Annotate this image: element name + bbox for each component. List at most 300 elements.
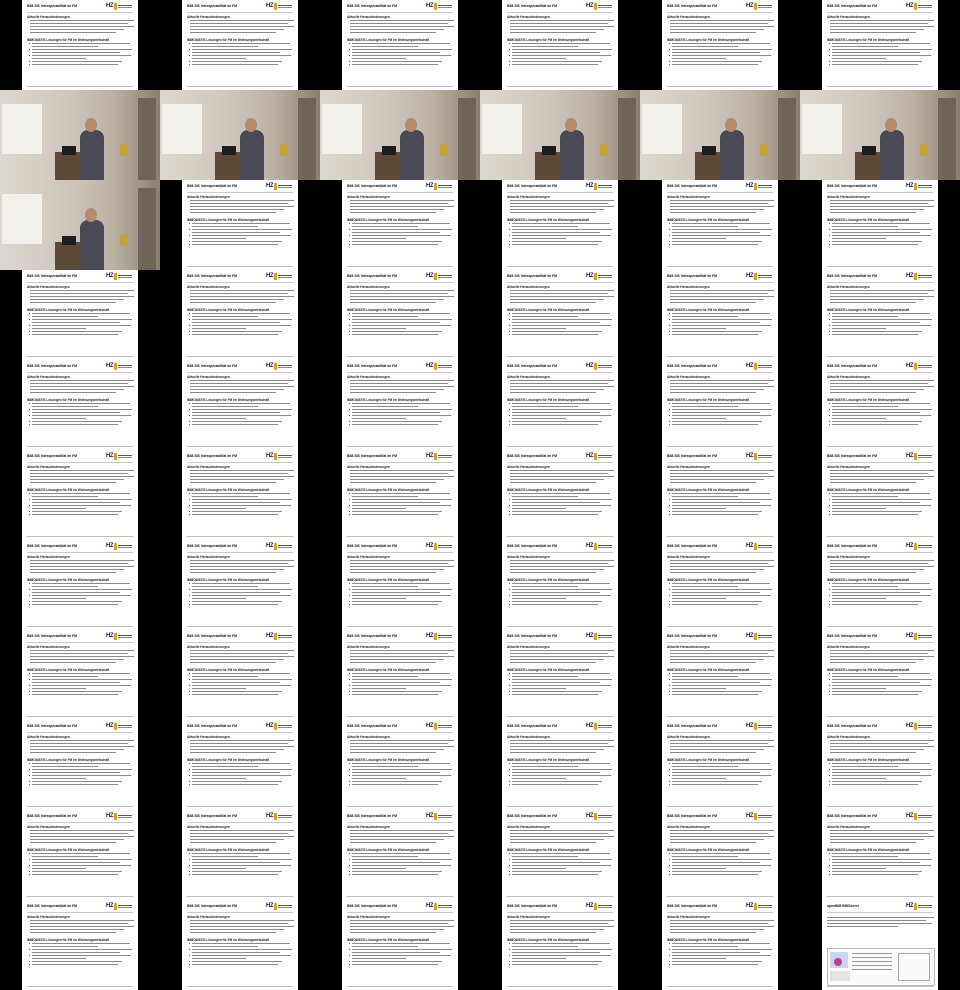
heading-solutions: IMMOWATIS Lösungen für FM im Wohnungswirtschaft [187,668,270,672]
bullet-icon [669,499,670,500]
text-line [30,836,134,837]
slide-page [822,630,938,720]
bullet-icon [669,853,670,854]
text-line [192,418,246,419]
slide-thumbnail[interactable] [480,810,640,900]
figure-box [898,953,930,981]
slide-footer [667,266,773,267]
text-line [512,334,598,335]
text-line [190,479,284,480]
slide-thumbnail[interactable] [160,360,320,450]
letterbox-left [800,450,822,540]
heading-challenges: Aktuelle Herausforderungen [507,825,550,829]
slide-thumbnail[interactable] [640,360,800,450]
text-line [672,55,771,56]
text-line [192,421,282,422]
slide-thumbnail[interactable] [480,900,640,990]
slide-thumbnail[interactable] [640,180,800,270]
title-divider [507,912,613,913]
logo-text: HZ [266,903,274,909]
text-line [672,778,726,779]
slide-page [662,900,778,990]
text-line [192,505,291,506]
slide-title: BIM-SIS Interoperabilität im FM [27,454,78,458]
bullet-icon [509,601,510,602]
text-line [510,473,608,474]
text-line [190,296,294,297]
bullet-icon [189,853,190,854]
text-line [827,923,932,924]
logo-text: HZ [266,633,274,639]
text-line [352,229,452,230]
letterbox-left [640,900,662,990]
title-divider [347,192,453,193]
slide-page [822,900,938,990]
text-line [350,386,454,387]
text-line [352,493,450,494]
logo-accent [274,543,277,550]
text-line [672,415,771,416]
slide-thumbnail[interactable] [480,540,640,630]
slide-thumbnail[interactable] [800,540,960,630]
slide-thumbnail[interactable] [480,630,640,720]
heading-challenges: Aktuelle Herausforderungen [827,645,870,649]
bullet-icon [669,223,670,224]
door [138,98,156,180]
title-divider [667,282,773,283]
slide-thumbnail[interactable] [800,630,960,720]
slide-thumbnail[interactable] [0,630,160,720]
logo-text: HZ [586,183,594,189]
letterbox-left [160,0,182,90]
bullet-icon [29,313,30,314]
text-line [670,653,768,654]
bullet-icon [189,334,190,335]
logo-accent [434,273,437,280]
slide-thumbnail[interactable] [320,810,480,900]
logo-accent [274,3,277,10]
slide-thumbnail[interactable] [480,450,640,540]
text-line [832,328,886,329]
video-frame-thumbnail[interactable] [480,90,640,180]
logo-tagline [278,455,292,456]
logo-text: HZ [426,453,434,459]
title-divider [27,372,133,373]
text-line [350,560,454,561]
text-line [190,923,288,924]
bullet-icon [349,64,350,65]
text-line [832,856,898,857]
bullet-icon [189,784,190,785]
text-line [830,212,916,213]
text-line [670,932,756,933]
logo-text: HZ [906,363,914,369]
bullet-icon [349,514,350,515]
bullet-icon [189,421,190,422]
hz-logo-icon [266,273,292,280]
text-line [670,479,764,480]
slide-thumbnail[interactable] [480,720,640,810]
slide-thumbnail[interactable] [800,270,960,360]
bullet-icon [29,499,30,500]
text-line [350,476,454,477]
text-line [670,296,774,297]
video-frame-thumbnail[interactable] [800,90,960,180]
text-line [190,746,294,747]
logo-text: HZ [586,633,594,639]
slide-page [822,450,938,540]
letterbox-left [480,360,502,450]
text-line [192,508,246,509]
hz-logo-icon [426,543,452,550]
slide-title: BIM-SIS Interoperabilität im FM [667,184,718,188]
text-line [32,421,122,422]
title-divider [507,552,613,553]
text-line [512,496,578,497]
text-line [510,293,608,294]
letterbox-right [778,630,800,720]
slide-title: BIM-SIS Interoperabilität im FM [827,364,878,368]
slide-title: BIM-SIS Interoperabilität im FM [827,274,878,278]
logo-tagline [918,5,932,6]
slide-thumbnail[interactable] [800,810,960,900]
slide-thumbnail[interactable] [800,180,960,270]
slide-thumbnail[interactable] [320,180,480,270]
text-line [32,322,120,323]
text-line [350,566,454,567]
slide-thumbnail[interactable] [0,540,160,630]
logo-tagline [278,545,292,546]
logo-text: HZ [906,183,914,189]
letterbox-left [160,720,182,810]
slide-thumbnail[interactable] [320,630,480,720]
letterbox-right [938,720,960,810]
slide-thumbnail[interactable] [640,540,800,630]
heading-challenges: Aktuelle Herausforderungen [347,555,390,559]
slide-title: BIM-SIS Interoperabilität im FM [667,814,718,818]
slide-thumbnail[interactable] [0,360,160,450]
text-line [672,226,738,227]
slide-thumbnail[interactable] [640,720,800,810]
bullet-icon [509,514,510,515]
slide-page [342,450,458,540]
slide-thumbnail[interactable] [0,270,160,360]
logo-tagline [278,5,292,6]
text-line [512,676,578,677]
heading-solutions: IMMOWATIS Lösungen für FM im Wohnungswirtschaft [187,848,270,852]
slide-thumbnail[interactable] [320,0,480,90]
title-divider [187,732,293,733]
slide-page [822,810,938,900]
slide-thumbnail[interactable] [320,540,480,630]
logo-text: HZ [746,723,754,729]
letterbox-left [480,450,502,540]
slide-thumbnail[interactable] [480,180,640,270]
bullet-icon [509,421,510,422]
slide-thumbnail[interactable] [0,720,160,810]
slide-thumbnail[interactable] [800,0,960,90]
bullet-icon [509,679,510,680]
text-line [192,958,246,959]
bullet-icon [509,49,510,50]
slide-thumbnail[interactable] [800,450,960,540]
text-line [352,595,451,596]
hz-logo-icon [266,633,292,640]
text-line [512,598,566,599]
text-line [352,64,438,65]
letterbox-left [0,450,22,540]
logo-tagline [118,545,132,546]
slide-thumbnail[interactable] [0,450,160,540]
text-line [670,476,774,477]
text-line [32,964,118,965]
title-divider [827,462,933,463]
text-line [352,49,452,50]
hz-logo-icon [106,453,132,460]
text-line [192,694,278,695]
slide-thumbnail[interactable] [640,450,800,540]
text-line [510,206,614,207]
laptop-icon [62,146,76,155]
slide-thumbnail[interactable] [640,0,800,90]
text-line [832,775,931,776]
slide-thumbnail[interactable] [640,630,800,720]
text-line [32,853,130,854]
bullet-icon [349,313,350,314]
text-line [672,502,760,503]
slide-page [342,0,458,90]
bullet-icon [29,55,30,56]
bullet-icon [189,244,190,245]
text-line [672,784,758,785]
slide-footer [667,626,773,627]
bullet-icon [29,769,30,770]
slide-thumbnail[interactable] [160,270,320,360]
hz-logo-icon [906,723,932,730]
logo-accent [754,543,757,550]
slide-footer [827,986,933,987]
text-line [192,859,292,860]
slide-thumbnail[interactable] [640,810,800,900]
letterbox-right [618,720,640,810]
slide-footer [27,356,133,357]
logo-tagline [758,905,772,906]
slide-title: BIM-SIS Interoperabilität im FM [187,364,238,368]
text-line [832,589,932,590]
logo-accent [914,813,917,820]
slide-thumbnail[interactable] [320,450,480,540]
logo-tagline [598,365,612,366]
letterbox-right [298,810,320,900]
heading-challenges: Aktuelle Herausforderungen [827,825,870,829]
hz-logo-icon [586,543,612,550]
bullet-icon [29,964,30,965]
bullet-icon [509,229,510,230]
slide-thumbnail[interactable] [160,630,320,720]
slide-thumbnail[interactable] [160,0,320,90]
heading-challenges: Aktuelle Herausforderungen [667,915,710,919]
video-frame-thumbnail[interactable] [320,90,480,180]
title-divider [667,552,773,553]
text-line [192,46,258,47]
slide-thumbnail[interactable] [0,0,160,90]
heading-solutions: IMMOWATIS Lösungen für FM im Wohnungswirtschaft [347,488,430,492]
slide-thumbnail[interactable] [320,900,480,990]
slide-thumbnail[interactable] [480,0,640,90]
heading-solutions: IMMOWATIS Lösungen für FM im Wohnungswirtschaft [507,668,590,672]
title-divider [507,372,613,373]
text-line [32,589,132,590]
text-line [832,58,886,59]
logo-tagline [918,275,932,276]
final-slide-thumbnail[interactable] [800,900,960,990]
slide-title: BIM-SIS Interoperabilität im FM [347,4,398,8]
logo-accent [114,273,117,280]
jug [120,144,128,156]
bullet-icon [509,865,510,866]
logo-accent [754,183,757,190]
hz-logo-icon [426,363,452,370]
heading-solutions: IMMOWATIS Lösungen für FM im Wohnungswirtschaft [827,668,910,672]
slide-thumbnail[interactable] [160,540,320,630]
heading-challenges: Aktuelle Herausforderungen [347,15,390,19]
slide-thumbnail[interactable] [160,450,320,540]
bullet-icon [349,691,350,692]
text-line [32,865,131,866]
slide-page [662,0,778,90]
logo-tagline [438,635,452,636]
slide-footer [27,86,133,87]
slide-thumbnail[interactable] [480,270,640,360]
bullet-icon [829,685,830,686]
laptop-icon [702,146,716,155]
text-line [350,920,454,921]
hz-logo-icon [426,273,452,280]
slide-page [662,810,778,900]
logo-accent [754,633,757,640]
letterbox-right [938,900,960,990]
slide-thumbnail[interactable] [0,810,160,900]
letterbox-left [640,0,662,90]
slide-thumbnail[interactable] [640,270,800,360]
heading-solutions: IMMOWATIS Lösungen für FM im Wohnungswirtschaft [27,308,110,312]
bullet-icon [349,874,350,875]
title-divider [27,732,133,733]
title-divider [347,462,453,463]
slide-page [22,360,138,450]
text-line [510,842,596,843]
slide-thumbnail[interactable] [160,900,320,990]
window [322,104,362,154]
letterbox-left [800,0,822,90]
video-frame-thumbnail[interactable] [640,90,800,180]
bullet-icon [189,679,190,680]
text-line [832,316,898,317]
text-line [672,781,762,782]
window [642,104,682,154]
logo-accent [114,3,117,10]
text-line [352,52,440,53]
slide-thumbnail[interactable] [160,810,320,900]
video-frame-thumbnail[interactable] [0,90,160,180]
slide-page [502,0,618,90]
text-line [832,319,932,320]
video-frame-thumbnail[interactable] [160,90,320,180]
text-line [350,923,448,924]
slide-thumbnail[interactable] [320,360,480,450]
bullet-icon [509,589,510,590]
logo-accent [434,903,437,910]
letterbox-left [160,630,182,720]
text-line [192,226,258,227]
text-line [672,46,738,47]
text-line [830,32,916,33]
text-line [352,328,406,329]
slide-footer [507,716,613,717]
text-line [512,784,598,785]
slide-thumbnail[interactable] [640,900,800,990]
slide-footer [667,716,773,717]
slide-title: BIM-SIS Interoperabilität im FM [27,4,78,8]
text-line [830,200,934,201]
text-line [512,778,566,779]
text-line [832,763,930,764]
text-line [192,952,280,953]
slide-thumbnail[interactable] [320,720,480,810]
heading-challenges: Aktuelle Herausforderungen [347,825,390,829]
text-line [510,569,604,570]
title-divider [187,552,293,553]
bullet-icon [189,781,190,782]
text-line [352,772,440,773]
bullet-icon [189,763,190,764]
slide-thumbnail[interactable] [800,720,960,810]
bullet-icon [29,679,30,680]
slide-thumbnail[interactable] [160,180,320,270]
text-line [192,55,291,56]
slide-thumbnail[interactable] [160,720,320,810]
text-line [192,502,280,503]
bullet-icon [669,403,670,404]
video-frame-thumbnail[interactable] [0,180,160,270]
text-line [672,874,758,875]
slide-title: BIM-SIS Interoperabilität im FM [667,634,718,638]
slide-thumbnail[interactable] [800,360,960,450]
logo-text: HZ [586,453,594,459]
bullet-icon [29,781,30,782]
heading-solutions: IMMOWATIS Lösungen für FM im Wohnungswirtschaft [667,488,750,492]
slide-thumbnail[interactable] [0,900,160,990]
bullet-icon [829,334,830,335]
slide-thumbnail[interactable] [480,360,640,450]
bullet-icon [349,331,350,332]
text-line [672,238,726,239]
text-line [352,679,452,680]
text-line [830,476,934,477]
text-line [670,836,774,837]
text-line [672,403,770,404]
text-line [512,772,600,773]
text-line [512,514,598,515]
slide-thumbnail[interactable] [320,270,480,360]
bullet-icon [669,241,670,242]
slide-footer [507,266,613,267]
bullet-icon [349,943,350,944]
text-line [192,598,246,599]
text-line [30,470,134,471]
title-divider [27,552,133,553]
letterbox-right [938,0,960,90]
